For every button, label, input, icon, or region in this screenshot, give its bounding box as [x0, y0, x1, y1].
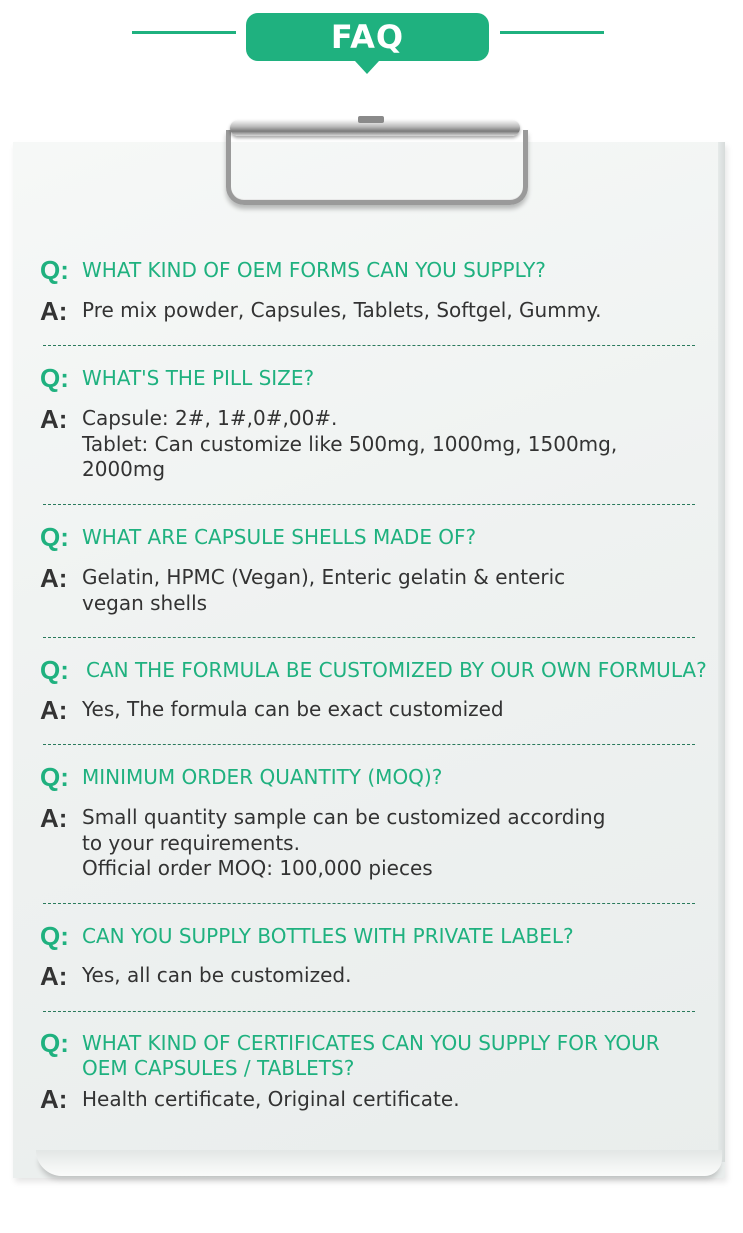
question-marker: Q: [40, 762, 69, 792]
question-text: WHAT KIND OF CERTIFICATES CAN YOU SUPPLY FOR YOUR OEM CAPSULES / TABLETS? [82, 1031, 660, 1080]
faq-title-badge: FAQ [246, 13, 489, 61]
answer-marker: A: [40, 563, 68, 593]
answer-marker: A: [40, 1084, 68, 1114]
paper-edge [718, 142, 725, 1162]
header-line-left [132, 31, 236, 34]
answer-marker: A: [40, 695, 68, 725]
divider [43, 345, 695, 346]
answer-text: Yes, The formula can be exact customized [82, 697, 504, 721]
question-marker: Q: [40, 363, 69, 393]
answer-text: Health certificate, Original certificate. [82, 1087, 460, 1111]
answer-text: Pre mix powder, Capsules, Tablets, Softgel, Gummy. [82, 298, 602, 322]
answer-marker: A: [40, 296, 68, 326]
question-marker: Q: [40, 255, 69, 285]
answer-marker: A: [40, 803, 68, 833]
divider [43, 1011, 695, 1012]
divider [43, 903, 695, 904]
divider [43, 744, 695, 745]
faq-title-pointer [355, 61, 379, 74]
question-text: CAN THE FORMULA BE CUSTOMIZED BY OUR OWN FORMULA? [86, 658, 707, 682]
question-text: CAN YOU SUPPLY BOTTLES WITH PRIVATE LABEL? [82, 924, 574, 948]
binder-clip-tab [358, 116, 384, 123]
question-text: WHAT KIND OF OEM FORMS CAN YOU SUPPLY? [82, 258, 546, 282]
question-text: WHAT'S THE PILL SIZE? [82, 366, 315, 390]
answer-text: Small quantity sample can be customized according to your requirements. Official order MOQ: 100,000 pieces [82, 805, 606, 880]
answer-text: Capsule: 2#, 1#,0#,00#. Tablet: Can customize like 500mg, 1000mg, 1500mg, 2000mg [82, 406, 618, 481]
answer-marker: A: [40, 961, 68, 991]
question-marker: Q: [40, 1028, 69, 1058]
question-marker: Q: [40, 921, 69, 951]
header-line-right [500, 31, 604, 34]
divider [43, 637, 695, 638]
question-text: MINIMUM ORDER QUANTITY (MOQ)? [82, 765, 443, 789]
answer-marker: A: [40, 404, 68, 434]
paper-curl [36, 1150, 722, 1176]
answer-text: Gelatin, HPMC (Vegan), Enteric gelatin & enteric vegan shells [82, 565, 566, 615]
binder-clip-wire [226, 130, 528, 205]
divider [43, 504, 695, 505]
question-marker: Q: [40, 522, 69, 552]
question-marker: Q: [40, 655, 69, 685]
question-text: WHAT ARE CAPSULE SHELLS MADE OF? [82, 525, 477, 549]
answer-text: Yes, all can be customized. [82, 963, 352, 987]
